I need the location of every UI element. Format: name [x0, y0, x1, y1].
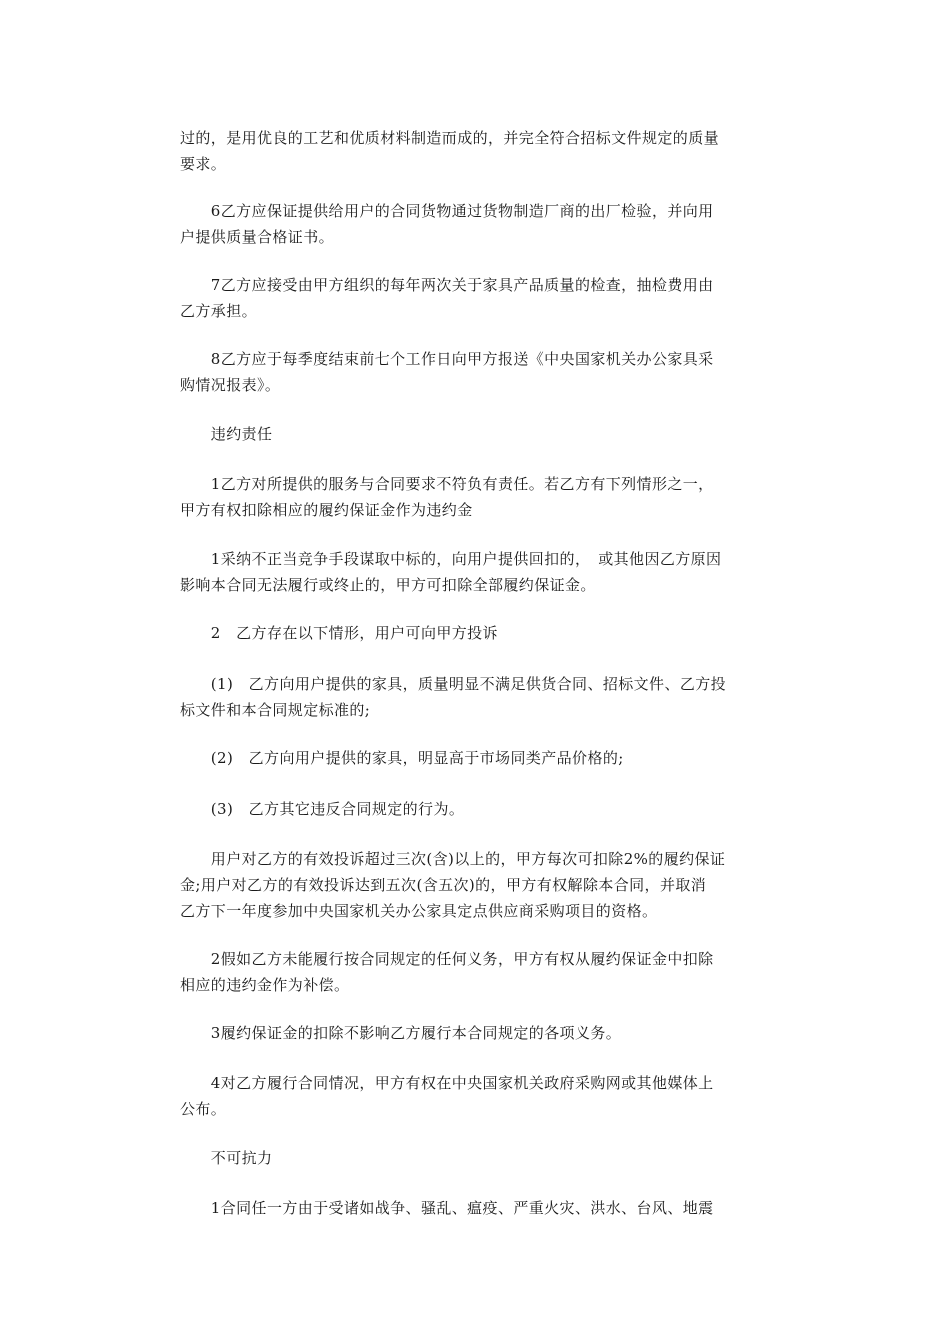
paragraph-force-majeure-1 — [180, 1195, 772, 1221]
paragraph-case-3 — [180, 796, 772, 822]
paragraph-complaint-penalty — [180, 846, 772, 924]
paragraph-case-2 — [180, 745, 772, 771]
text-line: 甲方有权扣除相应的履约保证金作为违约金 — [180, 501, 473, 519]
text-line: (2) 乙方向用户提供的家具，明显高于市场同类产品价格的; — [180, 749, 624, 767]
paragraph-quality-requirements — [180, 125, 772, 177]
text-line: 7乙方应接受由甲方组织的每年两次关于家具产品质量的检查，抽检费用由 — [180, 276, 714, 294]
text-line: 相应的违约金作为补偿。 — [180, 976, 350, 994]
paragraph-liability-2 — [180, 946, 772, 998]
text-line: 要求。 — [180, 155, 227, 173]
paragraph-item-7 — [180, 272, 772, 324]
paragraph-liability-4 — [180, 1070, 772, 1122]
heading-force-majeure — [180, 1145, 772, 1171]
text-line: 乙方承担。 — [180, 302, 258, 320]
text-line: 用户对乙方的有效投诉超过三次(含)以上的，甲方每次可扣除2%的履约保证 — [180, 850, 726, 868]
paragraph-item-8 — [180, 346, 772, 398]
text-line: 2 乙方存在以下情形，用户可向甲方投诉 — [180, 624, 498, 642]
section-heading: 违约责任 — [180, 425, 273, 443]
text-line: 金;用户对乙方的有效投诉达到五次(含五次)的，甲方有权解除本合同，并取消 — [180, 876, 707, 894]
text-line: 户提供质量合格证书。 — [180, 228, 335, 246]
text-line: 影响本合同无法履行或终止的，甲方可扣除全部履约保证金。 — [180, 576, 596, 594]
section-heading: 不可抗力 — [180, 1149, 273, 1167]
paragraph-unfair-competition — [180, 546, 772, 598]
text-line: 公布。 — [180, 1100, 227, 1118]
text-line: 过的，是用优良的工艺和优质材料制造而成的，并完全符合招标文件规定的质量 — [180, 129, 720, 147]
heading-breach-liability — [180, 421, 772, 447]
text-line: (1) 乙方向用户提供的家具，质量明显不满足供货合同、招标文件、乙方投 — [180, 675, 727, 693]
text-line: 8乙方应于每季度结束前七个工作日向甲方报送《中央国家机关办公家具采 — [180, 350, 714, 368]
text-line: 1乙方对所提供的服务与合同要求不符负有责任。若乙方有下列情形之一， — [180, 475, 714, 493]
text-line: (3) 乙方其它违反合同规定的行为。 — [180, 800, 465, 818]
paragraph-liability-1 — [180, 471, 772, 523]
paragraph-case-1 — [180, 671, 772, 723]
text-line: 4对乙方履行合同情况，甲方有权在中央国家机关政府采购网或其他媒体上 — [180, 1074, 714, 1092]
text-line: 1合同任一方由于受诸如战争、骚乱、瘟疫、严重火灾、洪水、台风、地震 — [180, 1199, 714, 1217]
text-line: 1采纳不正当竞争手段谋取中标的，向用户提供回扣的， 或其他因乙方原因 — [180, 550, 722, 568]
paragraph-liability-3 — [180, 1020, 772, 1046]
text-line: 2假如乙方未能履行按合同规定的任何义务，甲方有权从履约保证金中扣除 — [180, 950, 714, 968]
text-line: 乙方下一年度参加中央国家机关办公家具定点供应商采购项目的资格。 — [180, 902, 658, 920]
paragraph-complaint-cases — [180, 620, 772, 646]
text-line: 3履约保证金的扣除不影响乙方履行本合同规定的各项义务。 — [180, 1024, 622, 1042]
text-line: 购情况报表》。 — [180, 376, 281, 394]
paragraph-item-6 — [180, 198, 772, 250]
text-line: 6乙方应保证提供给用户的合同货物通过货物制造厂商的出厂检验，并向用 — [180, 202, 714, 220]
text-line: 标文件和本合同规定标准的; — [180, 701, 371, 719]
